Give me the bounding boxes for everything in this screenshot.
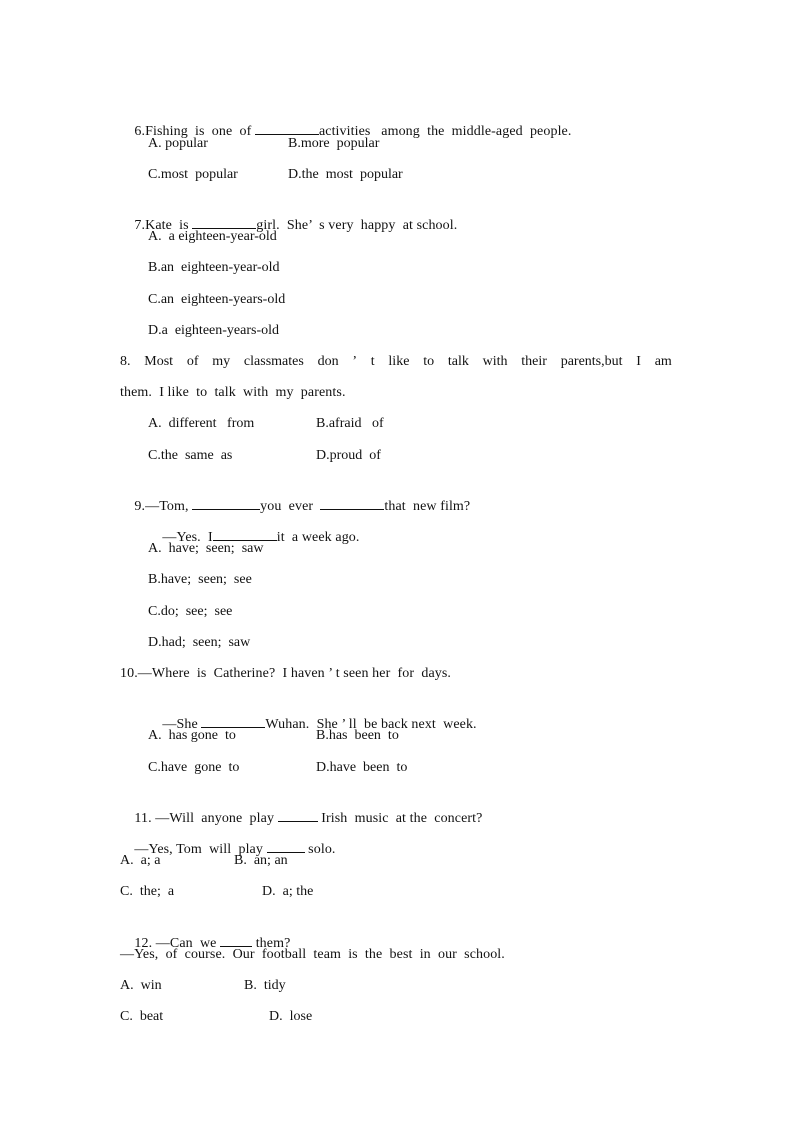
answer-blank [220,933,252,947]
q6-option-c[interactable]: C.most popular [148,167,238,182]
q8-word: my [212,354,231,369]
q9-option-c[interactable]: C.do; see; see [148,604,233,619]
q8-option-d[interactable]: D.proud of [316,448,381,463]
q9-option-d[interactable]: D.had; seen; saw [148,635,251,650]
answer-blank [192,496,260,510]
q8-word: their [521,354,547,369]
question-7-stem-mid: girl. She [256,218,309,233]
q11-option-b[interactable]: B. an; an [234,853,288,868]
answer-blank [213,527,277,541]
answer-blank [201,714,265,728]
question-9-reply-end: it a week ago. [276,530,360,545]
q6-option-a[interactable]: A. popular [148,136,208,151]
question-10-reply-end: Wuhan. She ’ ll be back next week. [265,717,477,732]
answer-blank [278,808,318,822]
q9-option-b[interactable]: B.have; seen; see [148,572,252,587]
question-9-stem-start: 9.—Tom, [134,499,193,514]
q8-word: classmates [243,354,304,369]
question-11-stem-end: Irish music at the concert? [317,811,483,826]
q10-option-b[interactable]: B.has been to [316,728,399,743]
question-12-stem-end: them? [252,936,291,951]
q8-word: I [636,354,641,369]
q12-option-b[interactable]: B. tidy [244,978,286,993]
q8-word: Most [144,354,174,369]
q11-option-c[interactable]: C. the; a [120,884,175,899]
q8-option-a[interactable]: A. different from [148,416,255,431]
q8-word: am [654,354,672,369]
question-11-reply-end: solo. [304,842,336,857]
question-11-reply-start: —Yes, Tom will play [134,842,267,857]
q7-option-d[interactable]: D.a eighteen-years-old [148,323,279,338]
answer-blank [267,839,305,853]
question-6-stem-end: activities among the middle-aged people. [318,124,572,139]
q7-option-b[interactable]: B.an eighteen-year-old [148,260,280,275]
question-8-stem-line1 [120,353,672,371]
q8-word: talk [447,354,469,369]
question-7-stem-end: ’ s very happy at school. [308,218,458,233]
q8-word: with [482,354,508,369]
q8-word: ’ [352,354,357,369]
q7-option-a[interactable]: A. a eighteen-year-old [148,229,277,244]
question-11-stem-start: 11. —Will anyone play [134,811,278,826]
q10-option-d[interactable]: D.have been to [316,760,408,775]
q6-option-d[interactable]: D.the most popular [288,167,403,182]
answer-blank [192,215,256,229]
q10-option-c[interactable]: C.have gone to [148,760,240,775]
q6-option-b[interactable]: B.more popular [288,136,380,151]
answer-blank [255,121,319,135]
question-9-stem-end: that new film? [384,499,471,514]
q8-option-c[interactable]: C.the same as [148,448,233,463]
q10-option-a[interactable]: A. has gone to [148,728,236,743]
question-6-stem-start: 6.Fishing is one of [134,124,255,139]
q8-word: don [317,354,339,369]
question-12-stem-start: 12. —Can we [134,936,221,951]
question-7-stem-start: 7.Kate is [134,218,193,233]
question-10-reply-start: —She [162,717,202,732]
q8-word: of [186,354,199,369]
question-12-reply: —Yes, of course. Our football team is the best in our school. [120,947,505,962]
answer-blank [320,496,384,510]
question-10-stem: 10.—Where is Catherine? I haven ’ t seen her for days. [120,666,452,681]
q11-option-d[interactable]: D. a; the [262,884,314,899]
q8-word: parents,but [560,354,623,369]
q8-word: to [423,354,435,369]
q12-option-a[interactable]: A. win [120,978,162,993]
question-9-reply-start: —Yes. I [162,530,213,545]
q8-word: 8. [120,354,131,369]
question-9-stem-mid: you ever [260,499,321,514]
q12-option-c[interactable]: C. beat [120,1009,164,1024]
q8-word: like [388,354,410,369]
q8-option-b[interactable]: B.afraid of [316,416,384,431]
q9-option-a[interactable]: A. have; seen; saw [148,541,264,556]
question-8-stem-line2: them. I like to talk with my parents. [120,385,346,400]
q12-option-d[interactable]: D. lose [269,1009,313,1024]
q8-word: t [370,354,375,369]
q11-option-a[interactable]: A. a; a [120,853,161,868]
q7-option-c[interactable]: C.an eighteen-years-old [148,292,286,307]
